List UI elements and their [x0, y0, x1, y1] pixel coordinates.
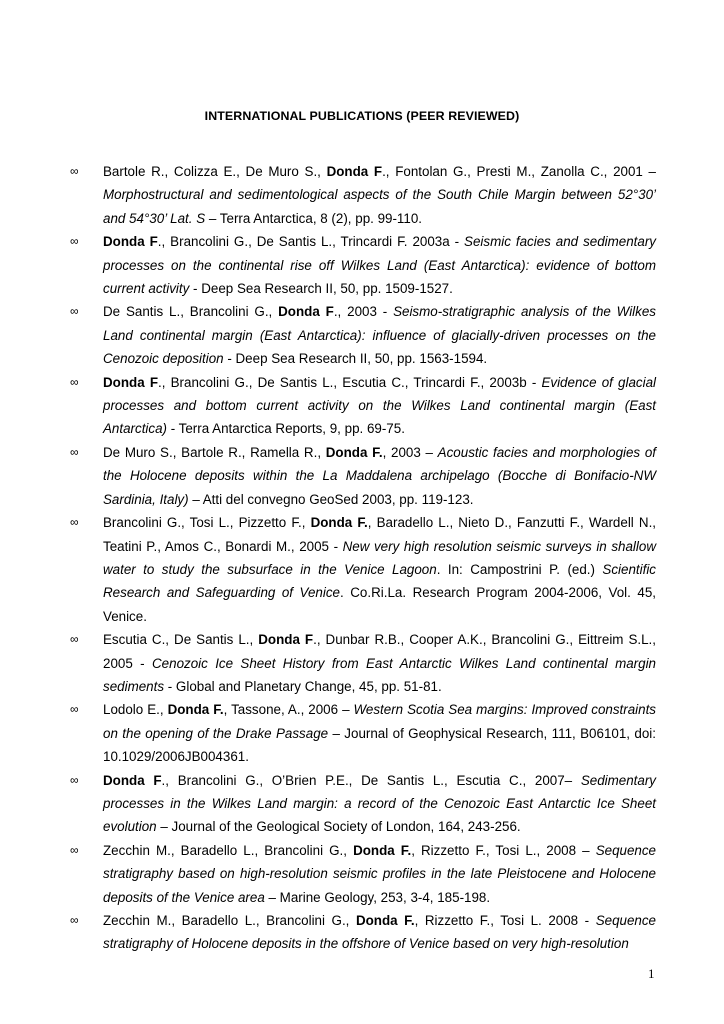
- infinity-bullet-icon: ∞: [70, 772, 79, 787]
- author-highlight: Donda F.: [355, 913, 415, 928]
- infinity-bullet-icon: ∞: [70, 515, 79, 530]
- publication-entry: [70, 839, 656, 909]
- infinity-bullet-icon: ∞: [70, 304, 79, 319]
- citation-text: – Atti del convegno GeoSed 2003, pp. 119-123.: [188, 491, 474, 507]
- citation-text: – Journal of Geophysical Research, 111, B06101, doi: 10.1029/2006JB004361.: [103, 725, 656, 765]
- citation-text: ., Brancolini G., De Santis L., Escutia C., Trincardi F., 2003b -: [158, 374, 542, 390]
- publication-title: Acoustic facies and morphologies of the Holocene deposits within the La Maddalena archipelago (Bocche di Bonifacio-NW Sardinia, Italy): [103, 444, 657, 507]
- citation-text: , Tassone, A., 2006 –: [223, 702, 354, 718]
- infinity-bullet-icon: ∞: [70, 632, 79, 647]
- author-highlight: Donda F: [103, 234, 158, 250]
- citation-text: Escutia C., De Santis L.,: [103, 632, 259, 648]
- author-highlight: Donda F.: [167, 702, 224, 718]
- citation-text: - Deep Sea Research II, 50, pp. 1509-1527.: [189, 281, 453, 297]
- citation-text: . In: Campostrini P. (ed.): [436, 561, 603, 577]
- publication-entry: [70, 628, 656, 698]
- citation-text: ., 2003 -: [333, 304, 394, 320]
- publication-entry: [70, 909, 656, 956]
- citation-text: ., Dunbar R.B., Cooper A.K., Brancolini G., Eittreim S.L., 2005 -: [103, 632, 656, 671]
- infinity-bullet-icon: ∞: [70, 842, 79, 857]
- publication-title: Evidence of glacial processes and bottom current activity on the Wilkes Land continental margin (East Antarctica): [103, 374, 656, 437]
- author-highlight: Donda F.: [325, 444, 383, 460]
- publication-title: New very high resolution seismic surveys in shallow water to study the subsurface in the Venice Lagoon: [103, 538, 656, 577]
- publication-entry: [70, 511, 656, 628]
- citation-text: - Global and Planetary Change, 45, pp. 51-81.: [164, 678, 442, 694]
- citation-text: , Baradello L., Nieto D., Fanzutti F., Wardell N., Teatini P., Amos C., Bonardi M., 2005 -: [103, 515, 657, 554]
- citation-text: – Terra Antarctica, 8 (2), pp. 99-110.: [208, 210, 422, 226]
- infinity-bullet-icon: ∞: [70, 164, 79, 178]
- publication-title: Cenozoic Ice Sheet History from East Antarctic Wilkes Land continental margin sediments: [103, 655, 656, 694]
- citation-text: - Terra Antarctica Reports, 9, pp. 69-75.: [167, 421, 405, 437]
- publication-entry: [70, 769, 656, 839]
- publication-entry: [70, 230, 656, 300]
- author-highlight: Donda F: [258, 632, 314, 648]
- author-highlight: Donda F.: [353, 842, 412, 858]
- citation-text: , Rizzetto F., Tosi L. 2008 -: [414, 913, 596, 928]
- citation-text: , Rizzetto F., Tosi L., 2008 –: [411, 842, 596, 858]
- publication-title: Scientific Research and Safeguarding of Venice: [103, 561, 657, 601]
- citation-text: Zecchin M., Baradello L., Brancolini G.,: [103, 913, 356, 928]
- publication-title: Seismic facies and sedimentary processes on the continental rise off Wilkes Land (East Antarctica): evidence of bottom current activity: [103, 234, 657, 297]
- author-highlight: Donda F: [103, 772, 162, 788]
- publication-title: Seismo-stratigraphic analysis of the Wilkes Land continental margin (East Antarctica): influence of glacially-driven processes on the Cenozoic deposition: [103, 304, 656, 367]
- citation-text: . Co.Ri.La. Research Program 2004-2006, Vol. 45, Venice.: [103, 585, 656, 624]
- citation-text: - Deep Sea Research II, 50, pp. 1563-1594.: [223, 351, 488, 367]
- publication-list: [70, 160, 656, 956]
- page-title: INTERNATIONAL PUBLICATIONS (PEER REVIEWED): [204, 109, 520, 123]
- author-highlight: Donda F.: [310, 515, 368, 531]
- infinity-bullet-icon: ∞: [70, 702, 79, 717]
- citation-text: – Journal of the Geological Society of London, 164, 243-256.: [156, 819, 521, 835]
- publication-title: Sequence stratigraphy based on high-resolution seismic profiles in the late Pleistocene and Holocene deposits of the Venice area: [103, 842, 656, 905]
- page-number: 1: [648, 966, 655, 981]
- infinity-bullet-icon: ∞: [70, 234, 79, 249]
- citation-text: ., Brancolini G., O’Brien P.E., De Santis L., Escutia C., 2007–: [161, 772, 581, 788]
- publication-entry: [70, 300, 656, 370]
- citation-text: De Santis L., Brancolini G.,: [103, 304, 279, 320]
- publication-title: Sequence stratigraphy of Holocene deposits in the offshore of Venice based on very high-resolution: [103, 913, 656, 952]
- publication-entry: [70, 698, 656, 768]
- publication-title: Sedimentary processes in the Wilkes Land margin: a record of the Cenozoic East Antarctic Ice Sheet evolution: [103, 772, 656, 835]
- citation-text: ., Brancolini G., De Santis L., Trincardi F. 2003a -: [157, 234, 465, 250]
- citation-text: Lodolo E.,: [103, 702, 168, 718]
- infinity-bullet-icon: ∞: [70, 374, 79, 389]
- publication-title: Western Scotia Sea margins: Improved constraints on the opening of the Drake Passage: [103, 702, 656, 741]
- infinity-bullet-icon: ∞: [70, 913, 79, 927]
- author-highlight: Donda F: [278, 304, 334, 320]
- publication-entry: [70, 160, 656, 230]
- citation-text: Bartole R., Colizza E., De Muro S.,: [103, 164, 327, 179]
- author-highlight: Donda F: [103, 374, 158, 390]
- author-highlight: Donda F: [326, 164, 383, 179]
- citation-text: Zecchin M., Baradello L., Brancolini G.,: [103, 842, 354, 858]
- citation-text: Brancolini G., Tosi L., Pizzetto F.,: [103, 515, 311, 531]
- citation-text: , 2003 –: [382, 444, 438, 460]
- publication-title: Morphostructural and sedimentological aspects of the South Chile Margin between 52°30’ and 54°30’ Lat. S: [103, 187, 656, 226]
- publication-entry: [70, 371, 656, 441]
- citation-text: – Marine Geology, 253, 3-4, 185-198.: [264, 889, 491, 905]
- infinity-bullet-icon: ∞: [70, 444, 79, 459]
- citation-text: De Muro S., Bartole R., Ramella R.,: [103, 444, 326, 460]
- publication-entry: [70, 441, 656, 511]
- citation-text: ., Fontolan G., Presti M., Zanolla C., 2001 –: [382, 164, 656, 179]
